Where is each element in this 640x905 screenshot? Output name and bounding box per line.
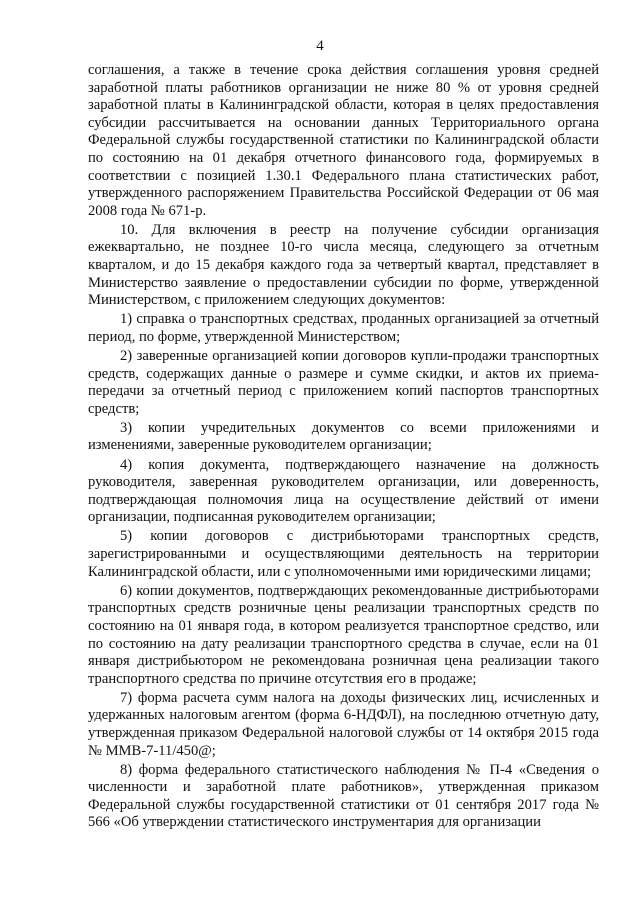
page-number: 4: [316, 38, 324, 54]
list-item-2: 2) заверенные организацией копии договоров купли-продажи транспортных средств, содержащих данные о размере и сумме скидки, и актов их приема-передачи за отчетный период с приложением копий паспортов транспортных средств;: [88, 348, 599, 417]
list-item-5: 5) копии договоров с дистрибьюторами транспортных средств, зарегистрированными и осуществляющими деятельность на территории Калининградской области, или с уполномоченными ими юридическими лицами;: [88, 528, 599, 580]
list-item-4: 4) копия документа, подтверждающего назначение на должность руководителя, заверенная руководителем организации, или доверенность, подтверждающая полномочия лица на осуществление действий от имени организации, подписанная руководителем организации;: [88, 456, 599, 526]
list-item-7: 7) форма расчета сумм налога на доходы физических лиц, исчисленных и удержанных налоговым агентом (форма 6-НДФЛ), на последнюю отчетную дату, утвержденная приказом Федеральной налоговой службы от 14 октября 2015 года № ММВ-7-11/450@;: [88, 689, 599, 759]
paragraph-continuation: соглашения, а также в течение срока действия соглашения уровня средней заработной платы работников организации не ниже 80 % от уровня средней заработной платы в Калининградской области, которая в целях предоставления субсидии рассчитывается на основании данных Территориального органа Федеральной службы государственной статистики по Калининградской области по состоянию на 01 декабря отчетного финансового года, формируемых в соответствии с позицией 1.30.1 Федерального плана статистических работ, утвержденного распоряжением Правительства Российской Федерации от 06 мая 2008 года № 671-р.: [88, 62, 599, 219]
list-item-8: 8) форма федерального статистического наблюдения № П-4 «Сведения о численности и заработной плате работников», утвержденная приказом Федеральной службы государственной статистики от 01 сентября 2017 года № 566 «Об утверждении статистического инструментария для организации: [88, 761, 599, 831]
document-body: [88, 62, 599, 834]
list-item-3: 3) копии учредительных документов со всеми приложениями и изменениями, заверенные руководителем организации;: [88, 419, 599, 454]
list-item-6: 6) копии документов, подтверждающих рекомендованные дистрибьюторами транспортных средств розничные цены реализации транспортных средств по состоянию на 01 января года, в котором реализуется транспортное средство, или по состоянию на дату реализации транспортного средства в случае, если на 01 января дистрибьютором не рекомендована розничная цена реализации такого транспортного средства по причине отсутствия его в продаже;: [88, 582, 599, 687]
list-item-1: 1) справка о транспортных средствах, проданных организацией за отчетный период, по форме, утвержденной Министерством;: [88, 311, 599, 345]
paragraph-item-10: 10. Для включения в реестр на получение субсидии организация ежеквартально, не позднее 10-го числа месяца, следующего за отчетным кварталом, и до 15 декабря каждого года за четвертый квартал, представляет в Министерство заявление о предоставлении субсидии по форме, утвержденной Министерством, с приложением следующих документов:: [88, 221, 599, 309]
